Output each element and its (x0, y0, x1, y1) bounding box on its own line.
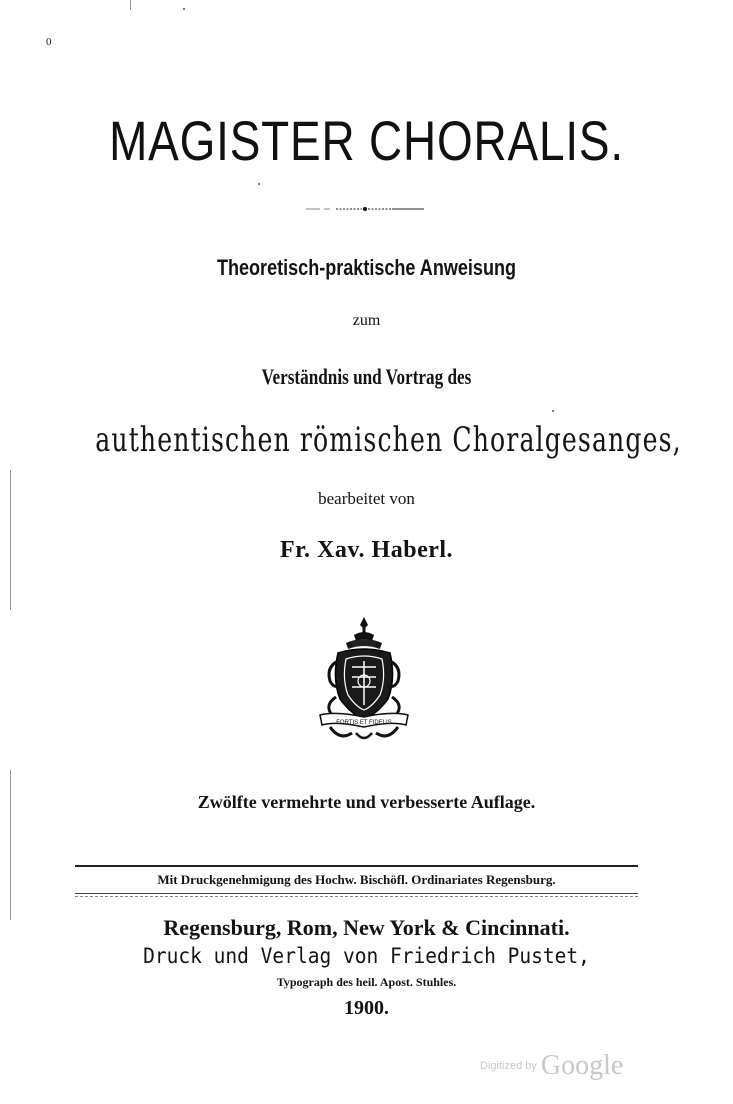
subtitle-line-3: authentischen römischen Choralgesanges, (95, 420, 682, 460)
typograph-line: Typograph des heil. Apost. Stuhles. (276, 975, 457, 989)
imprimatur-rule-dashed (75, 896, 638, 897)
scan-speck (258, 183, 260, 185)
imprimatur-text: Mit Druckgenehmigung des Hochw. Bischöfl. Ordinariates Regensburg. (157, 872, 556, 887)
google-logo: Google (540, 1050, 624, 1081)
author-name: Fr. Xav. Haberl. (279, 537, 454, 563)
scan-edge-line (130, 0, 131, 10)
publisher-line: Druck und Verlag von Friedrich Pustet, (143, 944, 590, 968)
edited-by-label: bearbeitet von (318, 489, 415, 508)
subtitle-line-2: Verständnis und Vortrag des (261, 364, 472, 389)
connector-word: zum (352, 312, 381, 329)
publisher-emblem (316, 615, 412, 745)
publication-year: 1900. (344, 997, 389, 1019)
watermark-prefix: Digitized by (480, 1060, 537, 1072)
scan-edge-line (10, 470, 11, 610)
ornament-rule (306, 206, 424, 212)
edition-statement: Zwölfte vermehrte und verbesserte Auflage. (197, 792, 536, 812)
corner-mark: 0 (46, 36, 52, 48)
digitized-watermark (480, 1050, 623, 1082)
scan-speck (183, 8, 185, 10)
publication-places: Regensburg, Rom, New York & Cincinnati. (163, 915, 570, 940)
scan-speck (552, 410, 554, 412)
imprimatur-rule-bottom (75, 893, 638, 894)
book-title: MAGISTER CHORALIS. (109, 109, 624, 172)
imprimatur-rule-top (75, 865, 638, 867)
subtitle: Theoretisch-praktische Anweisung (216, 255, 517, 280)
scan-edge-line (10, 770, 11, 920)
emblem-banner-text: FORTIS ET FIDELIS (336, 720, 392, 726)
